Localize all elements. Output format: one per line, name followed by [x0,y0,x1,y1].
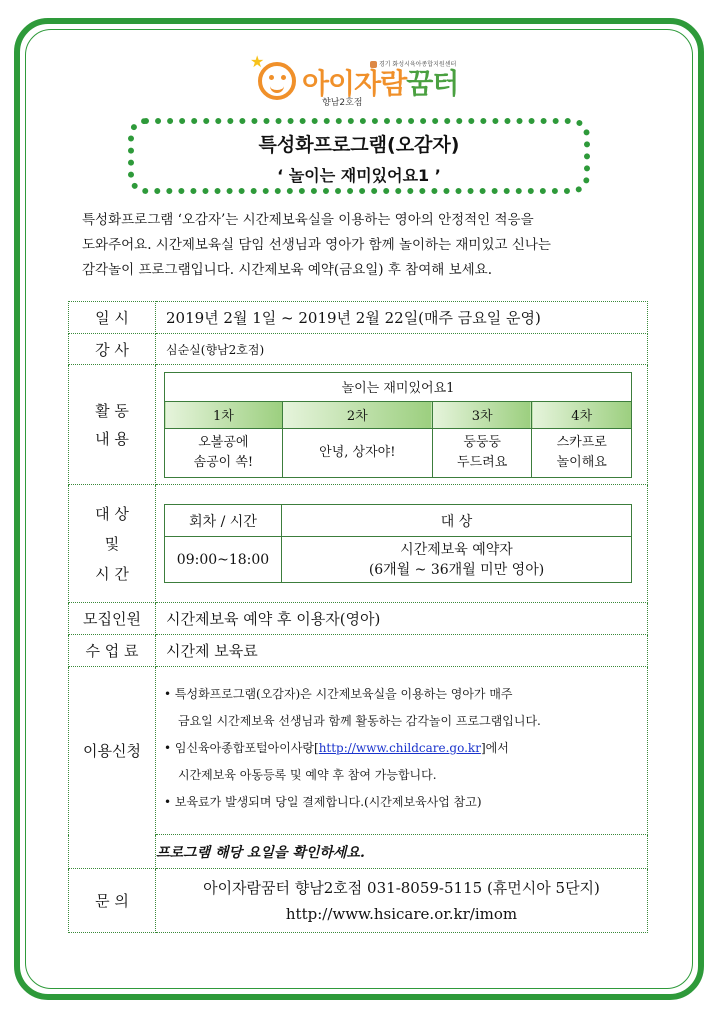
note-1b: 금요일 시간제보육 선생님과 함께 활동하는 감각놀이 프로그램입니다. [178,714,541,728]
time-value: 09:00~18:00 [165,537,282,583]
session-3-header: 3차 [432,401,532,428]
row-activity [69,365,648,485]
target-value: 시간제보육 예약자 (6개월 ~ 36개월 미만 영아) [282,537,632,583]
time-header: 회차 / 시간 [165,505,282,537]
session-1-content: 오볼공에 솜공이 쏙! [165,428,283,477]
fee-label: 수 업 료 [69,635,156,667]
row-teacher [69,334,648,365]
star-icon: ★ [250,52,265,71]
page-title: 특성화프로그램(오감자) [258,134,460,156]
recruit-label: 모집인원 [69,603,156,635]
contact-label: 문 의 [69,869,156,933]
date-value: 2019년 2월 1일 ~ 2019년 2월 22일(매주 금요일 운영) [156,302,648,334]
row-remark [69,835,648,869]
activity-label: 활 동 내 용 [69,365,156,485]
session-4-content: 스카프로 놀이해요 [532,428,632,477]
session-4-header: 4차 [532,401,632,428]
row-recruit [69,603,648,635]
page-subtitle: ‘ 놀이는 재미있어요1 ’ [277,166,441,185]
activity-cell [156,365,648,485]
date-label: 일 시 [69,302,156,334]
teacher-label: 강 사 [69,334,156,365]
smile-face-icon [258,62,296,100]
target-cell [156,485,648,603]
logo-name: 아이자람꿈터 [302,67,459,100]
fee-value: 시간제 보육료 [156,635,648,667]
info-table [68,301,648,933]
contact-url[interactable]: http://www.hsicare.or.kr/imom [285,904,518,923]
row-date [69,302,648,334]
row-apply [69,667,648,835]
session-2-header: 2차 [282,401,432,428]
row-fee [69,635,648,667]
target-label: 대 상 및 시 간 [69,485,156,603]
note-3: • 보육료가 발생되며 당일 결제합니다.(시간제보육사업 참고) [164,795,482,809]
note-1a: • 특성화프로그램(오감자)은 시간제보육실을 이용하는 영아가 매주 [164,687,513,701]
teacher-value: 심순실(향남2호점) [156,334,648,365]
apply-notes [156,667,648,835]
schedule-table [164,504,632,583]
target-header: 대 상 [282,505,632,537]
session-1-header: 1차 [165,401,283,428]
note-2a: • 임신육아종합포털아이사랑[http://www.childcare.go.kr]에서 [164,741,509,755]
title-box [128,118,590,194]
contact-phone: 아이자람꿈터 향남2호점 031-8059-5115 (휴먼시아 5단지) [203,878,600,897]
activity-caption: 놀이는 재미있어요1 [165,372,632,401]
contact-value [156,869,648,933]
row-contact [69,869,648,933]
activity-table [164,372,632,478]
apply-label: 이용신청 [69,667,156,835]
recruit-value: 시간제보육 예약 후 이용자(영아) [156,603,648,635]
logo-branch: 향남2호점 [322,98,363,108]
session-2-content: 안녕, 상자야! [282,428,432,477]
note-2b: 시간제보육 아동등록 및 예약 후 참여 가능합니다. [178,768,437,782]
intro-paragraph: 특성화프로그램 ‘오감자’는 시간제보육실을 이용하는 영아의 안정적인 적응을 도와주어요. 시간제보육실 담임 선생님과 영아가 함께 놀이하는 재미있고 신나는 감각놀이 프로그램입니다. 시간제보육 예약(금요일) 후 참여해 보세요. [82,212,551,278]
logo-org-name: 경기 화성시육아종합지원센터 [370,59,456,68]
row-target [69,485,648,603]
childcare-link[interactable]: http://www.childcare.go.kr [318,741,481,755]
logo [248,52,508,112]
remark-text: 프로그램 해당 요일을 확인하세요. [156,835,648,869]
session-3-content: 둥둥둥 두드려요 [432,428,532,477]
